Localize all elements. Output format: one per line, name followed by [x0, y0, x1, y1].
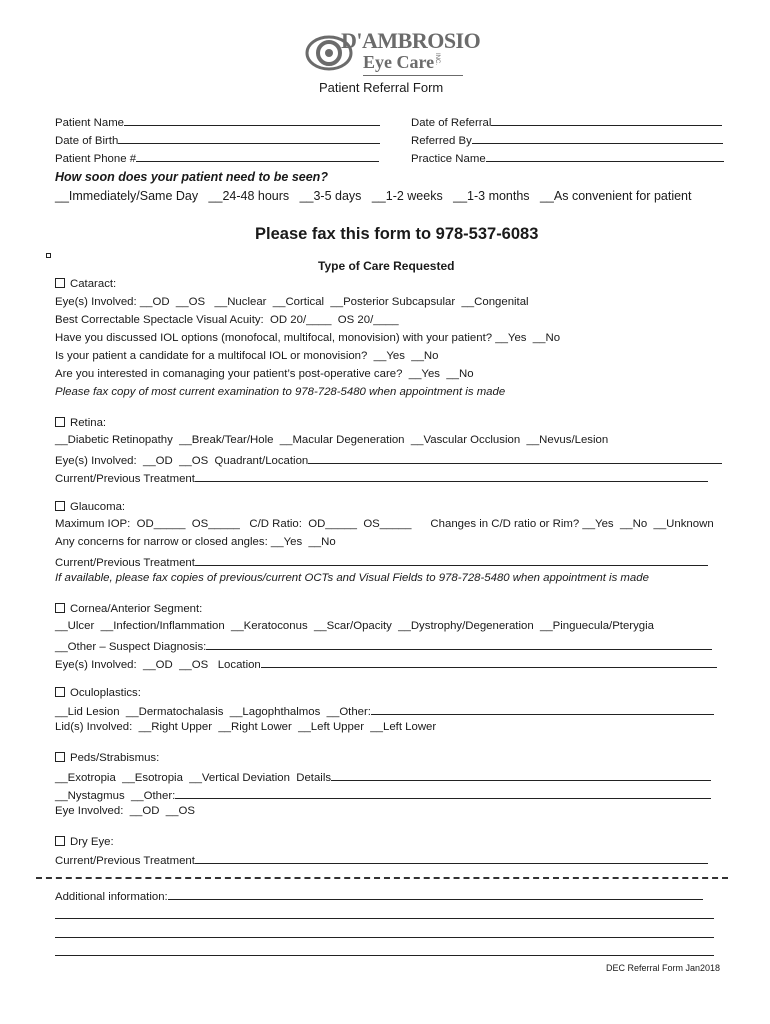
patient-phone-label: Patient Phone # — [55, 153, 137, 165]
oculoplastics-checkbox[interactable] — [55, 687, 141, 699]
practice-name-label: Practice Name — [411, 153, 486, 165]
cataract-eyes[interactable]: Eye(s) Involved: __OD __OS __Nuclear __Cortical __Posterior Subcapsular __Congenital — [55, 296, 529, 308]
glaucoma-checkbox[interactable] — [55, 501, 125, 513]
peds-nystagmus: __Nystagmus __Other: — [55, 790, 176, 802]
glaucoma-treatment-field[interactable] — [55, 554, 708, 569]
glaucoma-note: If available, please fax copies of previous/current OCTs and Visual Fields to 978-728-5480 when appointment is made — [55, 572, 649, 584]
logo-inc: INC. — [434, 53, 440, 65]
form-title: Patient Referral Form — [319, 80, 444, 95]
logo-brand-top: D'AMBROSIO — [341, 28, 481, 53]
glaucoma-checkbox-box[interactable] — [55, 501, 65, 511]
logo — [305, 28, 481, 80]
referred-by-field[interactable] — [411, 132, 723, 147]
cornea-other-label: __Other – Suspect Diagnosis: — [55, 641, 207, 653]
retina-treatment-label: Current/Previous Treatment — [55, 473, 195, 485]
small-square-marker — [46, 253, 51, 258]
section-divider — [36, 877, 728, 879]
cornea-checkbox[interactable] — [55, 603, 202, 615]
oculoplastics-title: Oculoplastics: — [70, 687, 141, 699]
cornea-other-field[interactable] — [55, 638, 712, 653]
cataract-iol[interactable]: Have you discussed IOL options (monofocal, multifocal, monovision) with your patient? __Yes __No — [55, 332, 561, 344]
retina-checkbox[interactable] — [55, 417, 106, 429]
cornea-checkbox-box[interactable] — [55, 603, 65, 613]
urgency-options[interactable]: __Immediately/Same Day __24-48 hours __3-5 days __1-2 weeks __1-3 months __As convenient for patient — [55, 189, 692, 203]
peds-options-field[interactable] — [55, 769, 711, 784]
retina-title: Retina: — [70, 417, 107, 429]
additional-info-line-2[interactable] — [55, 918, 714, 919]
retina-eyes-label: Eye(s) Involved: __OD __OS Quadrant/Location — [55, 455, 309, 467]
practice-name-field[interactable] — [411, 150, 724, 165]
cornea-title: Cornea/Anterior Segment: — [70, 603, 203, 615]
additional-info-label: Additional information: — [55, 891, 168, 903]
cataract-checkbox-box[interactable] — [55, 278, 65, 288]
peds-checkbox-box[interactable] — [55, 752, 65, 762]
cornea-eyes-label: Eye(s) Involved: __OD __OS Location — [55, 659, 261, 671]
oculoplastics-options: __Lid Lesion __Dermatochalasis __Lagophthalmos __Other: — [55, 706, 371, 718]
cataract-comanage[interactable]: Are you interested in comanaging your patient’s post-operative care? __Yes __No — [55, 368, 474, 380]
retina-treatment-field[interactable] — [55, 470, 708, 485]
date-of-referral-field[interactable] — [411, 114, 722, 129]
referred-by-label: Referred By — [411, 135, 472, 147]
oculoplastics-options-field[interactable] — [55, 703, 714, 718]
cataract-acuity[interactable]: Best Correctable Spectacle Visual Acuity: OD 20/____ OS 20/____ — [55, 314, 399, 326]
peds-nystagmus-field[interactable] — [55, 787, 711, 802]
glaucoma-treatment-label: Current/Previous Treatment — [55, 557, 195, 569]
urgency-question: How soon does your patient need to be seen? — [55, 170, 328, 184]
peds-title: Peds/Strabismus: — [70, 752, 160, 764]
peds-eyes[interactable]: Eye Involved: __OD __OS — [55, 805, 195, 817]
dry-eye-title: Dry Eye: — [70, 836, 114, 848]
cornea-options[interactable]: __Ulcer __Infection/Inflammation __Keratoconus __Scar/Opacity __Dystrophy/Degeneration __Pinguecula/Pterygia — [55, 620, 654, 632]
oculoplastics-checkbox-box[interactable] — [55, 687, 65, 697]
date-of-birth-label: Date of Birth — [55, 135, 119, 147]
retina-eyes-field[interactable] — [55, 452, 722, 467]
dry-eye-treatment-label: Current/Previous Treatment — [55, 855, 195, 867]
peds-checkbox[interactable] — [55, 752, 159, 764]
footer-form-id: DEC Referral Form Jan2018 — [606, 963, 721, 973]
glaucoma-title: Glaucoma: — [70, 501, 126, 513]
cataract-note: Please fax copy of most current examination to 978-728-5480 when appointment is made — [55, 386, 506, 398]
patient-phone-field[interactable] — [55, 150, 379, 165]
dry-eye-checkbox[interactable] — [55, 836, 114, 848]
date-of-birth-field[interactable] — [55, 132, 380, 147]
cataract-title: Cataract: — [70, 278, 117, 290]
retina-checkbox-box[interactable] — [55, 417, 65, 427]
logo-underline — [363, 75, 463, 76]
cataract-candidate[interactable]: Is your patient a candidate for a multifocal IOL or monovision? __Yes __No — [55, 350, 439, 362]
dry-eye-checkbox-box[interactable] — [55, 836, 65, 846]
additional-info-field[interactable] — [55, 888, 703, 903]
cornea-eyes-field[interactable] — [55, 656, 717, 671]
glaucoma-iop[interactable]: Maximum IOP: OD_____ OS_____ C/D Ratio: OD_____ OS_____ Changes in C/D ratio or Rim? __Yes __No __Unknown — [55, 518, 714, 530]
oculoplastics-lids[interactable]: Lid(s) Involved: __Right Upper __Right Lower __Left Upper __Left Lower — [55, 721, 437, 733]
glaucoma-angles[interactable]: Any concerns for narrow or closed angles: __Yes __No — [55, 536, 336, 548]
fax-heading: Please fax this form to 978-537-6083 — [255, 225, 539, 243]
patient-name-field[interactable] — [55, 114, 380, 129]
date-of-referral-label: Date of Referral — [411, 117, 492, 129]
retina-options[interactable]: __Diabetic Retinopathy __Break/Tear/Hole __Macular Degeneration __Vascular Occlusion __Nevus/Lesion — [55, 434, 609, 446]
patient-name-label: Patient Name — [55, 117, 125, 129]
logo-brand-bottom: Eye Care — [363, 52, 435, 72]
cataract-checkbox[interactable] — [55, 278, 116, 290]
care-heading: Type of Care Requested — [318, 259, 455, 273]
dry-eye-treatment-field[interactable] — [55, 852, 708, 867]
peds-options: __Exotropia __Esotropia __Vertical Deviation Details — [55, 772, 332, 784]
additional-info-line-4[interactable] — [55, 955, 714, 956]
additional-info-line-3[interactable] — [55, 937, 714, 938]
